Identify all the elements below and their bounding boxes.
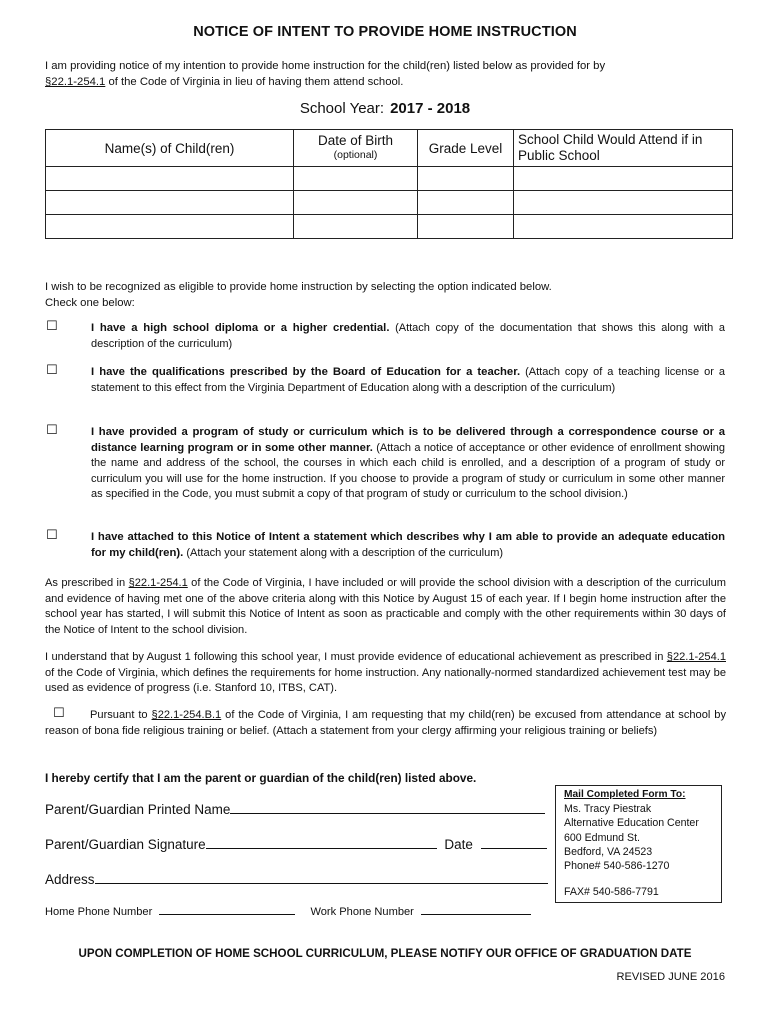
address-field[interactable] bbox=[95, 883, 548, 884]
option-4-detail: (Attach your statement along with a description of the curriculum) bbox=[183, 546, 504, 559]
table-row bbox=[46, 167, 733, 191]
prescribed-paragraph bbox=[45, 576, 726, 638]
child-name-cell[interactable] bbox=[46, 167, 294, 191]
option-3-detail: (Attach a notice of acceptance or other evidence of enrollment showing the name and address of the school, the courses in which each child is enrolled, and a description of a program of study or curriculum you will use for the home instruction. If you choose to provide a program of study or curriculum in some other manner as specified in the Code, you must submit a copy of that program of study or curriculum to the school division.) bbox=[91, 441, 725, 500]
address-label: Address bbox=[45, 872, 95, 887]
revised-date: REVISED JUNE 2016 bbox=[616, 971, 725, 983]
religious-paragraph bbox=[45, 708, 726, 739]
child-dob-cell[interactable] bbox=[294, 215, 418, 239]
religious-post: of the Code of Virginia, I am requesting that my child(ren) be excused from attendance at school by reason of bona fide religious training or belief. (Attach a statement from your clergy affirming your religious training or beliefs) bbox=[45, 709, 726, 737]
intro-line-2 bbox=[45, 75, 745, 91]
work-phone-label: Work Phone Number bbox=[310, 906, 414, 918]
intro-line-2-text: of the Code of Virginia in lieu of having them attend school. bbox=[105, 75, 404, 88]
printed-name-label: Parent/Guardian Printed Name bbox=[45, 802, 231, 817]
option-2-bold: I have the qualifications prescribed by the Board of Education for a teacher. bbox=[91, 366, 521, 378]
mail-to-box bbox=[555, 785, 722, 903]
certify-statement: I hereby certify that I am the parent or guardian of the child(ren) listed above. bbox=[45, 771, 477, 785]
prescribed-post: of the Code of Virginia, I have included or will provide the school division with a description of the curriculum and evidence of having met one of the above criteria along with this Notice by August 15 of each year. If I begin home instruction after the school year has started, I will submit this Notice of Intent as soon as practicable and comply with the other requirements within 30 days of the Notice of Intent to the school division. bbox=[45, 577, 726, 636]
code-link-intro[interactable]: §22.1-254.1 bbox=[45, 75, 106, 88]
mail-heading: Mail Completed Form To: bbox=[564, 789, 686, 800]
graduation-notice: UPON COMPLETION OF HOME SCHOOL CURRICULUM, PLEASE NOTIFY OUR OFFICE OF GRADUATION DATE bbox=[78, 947, 692, 960]
intro-paragraph bbox=[45, 59, 745, 90]
col-dob-label: Date of Birth bbox=[317, 133, 394, 148]
prescribed-pre: As prescribed in bbox=[45, 577, 129, 589]
printed-name-field[interactable] bbox=[230, 813, 545, 814]
school-year-label: School Year: bbox=[299, 100, 385, 117]
option-1-bold: I have a high school diploma or a higher credential. bbox=[91, 322, 390, 334]
child-grade-cell[interactable] bbox=[418, 167, 514, 191]
school-year-value: 2017 - 2018 bbox=[390, 100, 471, 117]
option-3-text bbox=[91, 425, 725, 503]
option-2-detail: (Attach copy of a teaching license or a statement to this effect from the Virginia Department of Education along with a description of the curriculum) bbox=[91, 366, 725, 394]
printed-name-row bbox=[45, 802, 550, 817]
eligibility-line-1: I wish to be recognized as eligible to provide home instruction by selecting the option indicated below. bbox=[45, 281, 552, 293]
understand-post: of the Code of Virginia, which defines the requirements for home instruction. Any nationally-normed standardized achievement test may be used as evidence of progress (i.e. Stanford 10, ITBS, CAT). bbox=[45, 666, 726, 694]
signature-field[interactable] bbox=[206, 848, 437, 849]
child-grade-cell[interactable] bbox=[418, 215, 514, 239]
children-table-header bbox=[46, 130, 733, 167]
option-2-checkbox[interactable]: ☐ bbox=[46, 363, 58, 378]
table-row bbox=[46, 215, 733, 239]
col-grade-header: Grade Level bbox=[418, 130, 514, 167]
child-dob-cell[interactable] bbox=[294, 167, 418, 191]
religious-checkbox[interactable]: ☐ bbox=[53, 706, 65, 721]
mail-city: Bedford, VA 24523 bbox=[564, 845, 653, 858]
signature-label: Parent/Guardian Signature bbox=[45, 837, 206, 852]
address-row bbox=[45, 872, 550, 887]
form-title: NOTICE OF INTENT TO PROVIDE HOME INSTRUCTION bbox=[193, 24, 577, 40]
understand-paragraph bbox=[45, 650, 726, 697]
eligibility-line-2: Check one below: bbox=[45, 296, 135, 309]
home-phone-field[interactable] bbox=[159, 914, 295, 915]
mail-phone: Phone# 540-586-1270 bbox=[564, 860, 670, 873]
date-label: Date bbox=[444, 837, 473, 852]
option-3-bold: I have provided a program of study or curriculum which is to be delivered through a correspondence course or a distance learning program or in some other manner. bbox=[91, 426, 725, 454]
eligibility-text bbox=[45, 280, 745, 311]
option-1-checkbox[interactable]: ☐ bbox=[46, 319, 58, 334]
option-4-text bbox=[91, 530, 725, 561]
intro-line-1: I am providing notice of my intention to provide home instruction for the child(ren) listed below as provided for by bbox=[45, 60, 606, 72]
table-row bbox=[46, 191, 733, 215]
mail-street: 600 Edmund St. bbox=[564, 831, 640, 844]
code-link-prescribed[interactable]: §22.1-254.1 bbox=[128, 577, 188, 589]
child-dob-cell[interactable] bbox=[294, 191, 418, 215]
col-dob-note: (optional) bbox=[333, 149, 378, 161]
option-4-bold: I have attached to this Notice of Intent a statement which describes why I am able to provide an adequate education for my child(ren). bbox=[91, 531, 725, 559]
option-1-text bbox=[91, 321, 725, 352]
option-1-detail: (Attach copy of the documentation that shows this along with a description of the curriculum) bbox=[91, 322, 725, 350]
date-field[interactable] bbox=[481, 848, 547, 849]
child-school-cell[interactable] bbox=[514, 167, 733, 191]
mail-name: Ms. Tracy Piestrak bbox=[564, 803, 652, 816]
mail-org: Alternative Education Center bbox=[564, 817, 699, 830]
child-name-cell[interactable] bbox=[46, 215, 294, 239]
code-link-religious[interactable]: §22.1-254.B.1 bbox=[151, 709, 222, 721]
col-school-header: School Child Would Attend if in Public School bbox=[514, 130, 733, 167]
child-school-cell[interactable] bbox=[514, 215, 733, 239]
col-dob-header bbox=[294, 130, 418, 167]
mail-fax: FAX# 540-586-7791 bbox=[564, 886, 659, 899]
phone-row bbox=[45, 906, 531, 918]
option-4-checkbox[interactable]: ☐ bbox=[46, 528, 58, 543]
child-name-cell[interactable] bbox=[46, 191, 294, 215]
child-school-cell[interactable] bbox=[514, 191, 733, 215]
understand-pre: I understand that by August 1 following this school year, I must provide evidence of educational achievement as prescribed in bbox=[45, 651, 667, 663]
child-grade-cell[interactable] bbox=[418, 191, 514, 215]
option-3-checkbox[interactable]: ☐ bbox=[46, 423, 58, 438]
religious-pre: Pursuant to bbox=[90, 709, 152, 721]
signature-row bbox=[45, 837, 550, 852]
children-table bbox=[45, 129, 733, 239]
work-phone-field[interactable] bbox=[421, 914, 531, 915]
home-phone-label: Home Phone Number bbox=[45, 906, 153, 918]
option-2-text bbox=[91, 365, 725, 396]
col-name-header: Name(s) of Child(ren) bbox=[46, 130, 294, 167]
code-link-understand[interactable]: §22.1-254.1 bbox=[666, 651, 726, 663]
school-year bbox=[0, 100, 770, 117]
